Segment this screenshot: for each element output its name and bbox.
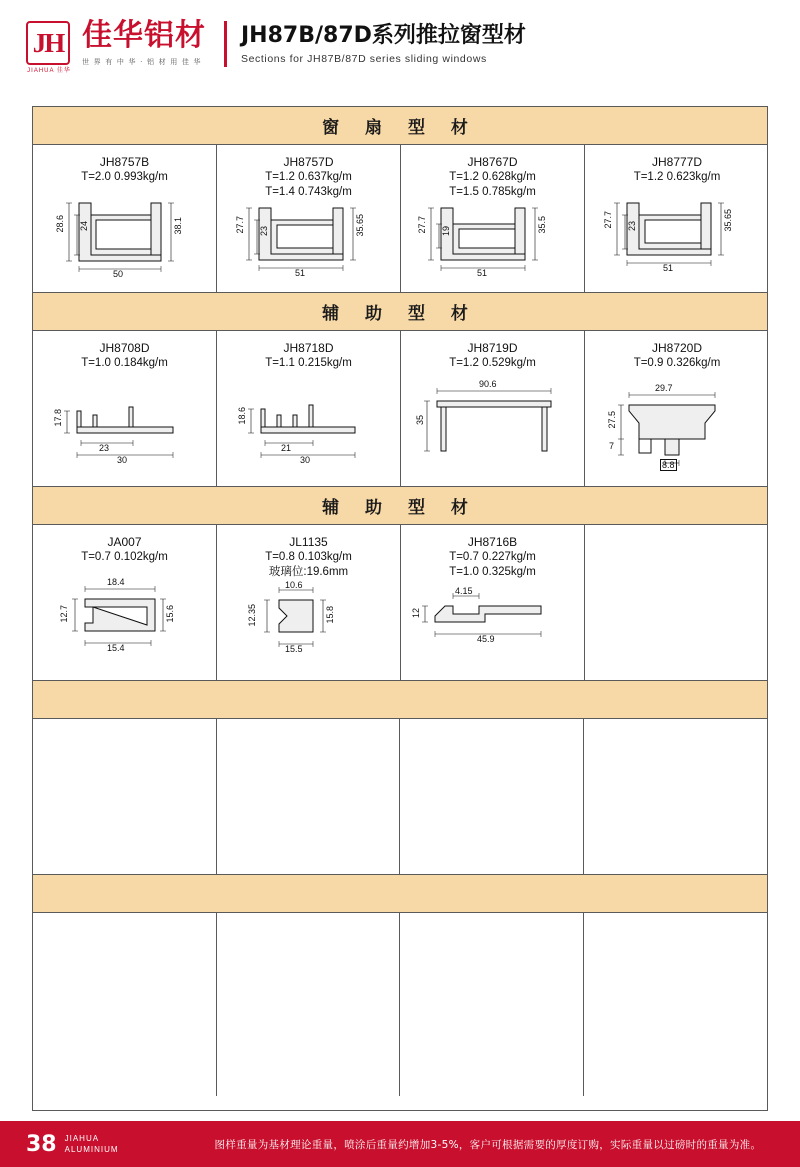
profile-spec-line: T=1.2 0.529kg/m [449, 357, 536, 369]
profile-spec-line: T=1.0 0.184kg/m [81, 357, 168, 369]
profile-cell-empty [217, 719, 401, 874]
dimension-label: 18.4 [107, 577, 125, 587]
profile-cell-empty [400, 719, 584, 874]
dimension-label: 35.65 [723, 209, 733, 232]
profile-cell-jh8757d [217, 145, 401, 292]
profile-name: JH8720D [651, 341, 703, 355]
table-row [33, 913, 767, 1096]
profile-name: JH8757D [283, 155, 334, 169]
dimension-label: 27.7 [603, 211, 613, 229]
profile-drawing [33, 371, 216, 479]
profile-cell-jh8767d [401, 145, 585, 292]
profile-name: JL1135 [289, 535, 328, 549]
dimension-label: 10.6 [285, 580, 303, 590]
profile-cell-empty [217, 913, 401, 1096]
profile-table [32, 106, 768, 1111]
profile-cell-jh8720d [585, 331, 769, 486]
profile-cell-empty [584, 913, 768, 1096]
dimension-label: 15.4 [107, 643, 125, 653]
profile-cell-ja007 [33, 525, 217, 680]
profile-spec-line: T=2.0 0.993kg/m [81, 171, 168, 183]
dimension-label: 51 [663, 263, 674, 273]
dimension-label: 27.7 [235, 216, 245, 234]
profile-spec-line: T=1.4 0.743kg/m [265, 186, 352, 198]
section-band-5 [33, 875, 767, 913]
profile-drawing [585, 185, 769, 277]
profile-name: JH8719D [467, 341, 518, 355]
page-footer [0, 1121, 800, 1167]
profile-cell-empty [400, 913, 584, 1096]
profile-cell-jh8716b [401, 525, 585, 680]
dimension-label: 17.8 [53, 409, 63, 427]
page-number: 38 [26, 1131, 57, 1157]
header-divider [224, 21, 227, 67]
profile-drawing [217, 200, 400, 276]
dimension-label: 30 [117, 455, 128, 465]
profile-name: JH8716B [467, 535, 518, 549]
table-row [33, 145, 767, 293]
profile-name: JH8767D [467, 155, 518, 169]
dimension-label: 38.1 [173, 217, 183, 235]
profile-cell-empty [584, 719, 768, 874]
profile-spec-line: T=1.2 0.637kg/m [265, 171, 352, 183]
profile-spec-line: T=0.7 0.227kg/m [449, 551, 536, 563]
dimension-label: 51 [477, 268, 488, 278]
dimension-label: 21 [281, 443, 292, 453]
brand-name-cn: 佳华铝材 [82, 18, 206, 53]
profile-drawing [401, 200, 584, 276]
dimension-label: 24 [79, 221, 89, 232]
dimension-label: 23 [99, 443, 110, 453]
profile-drawing [33, 565, 216, 673]
profile-cell-jh8719d [401, 331, 585, 486]
profile-name: JH8718D [283, 341, 334, 355]
footer-brand-line2: ALUMINIUM [64, 1145, 119, 1154]
brand-slogan: 世 界 有 中 华 · 铝 材 用 佳 华 [82, 58, 202, 66]
page-title: JH87B/87D系列推拉窗型材 [241, 22, 526, 48]
dimension-label: 30 [300, 455, 311, 465]
profile-cell-jh8777d [585, 145, 769, 292]
dimension-label: 18.6 [237, 407, 247, 425]
profile-cell-jl1135 [217, 525, 401, 680]
dimension-label: 12.35 [247, 604, 257, 627]
profile-cell-empty [33, 719, 217, 874]
dimension-label: 35.5 [537, 216, 547, 234]
profile-spec-line: 玻璃位:19.6mm [268, 566, 349, 578]
profile-cell-jh8757b [33, 145, 217, 292]
profile-name: JA007 [107, 535, 142, 549]
dimension-label: 35.65 [355, 214, 365, 237]
dimension-label: 15.8 [325, 606, 335, 624]
dimension-label: 23 [259, 226, 269, 237]
profile-spec-line: T=1.5 0.785kg/m [449, 186, 536, 198]
dimension-label: 15.5 [285, 644, 303, 654]
profile-name: JH8757B [99, 155, 150, 169]
profile-drawing [401, 580, 584, 672]
profile-cell-jh8718d [217, 331, 401, 486]
dimension-label: 27.5 [607, 411, 617, 429]
section-band-1: 窗 扇 型 材 [33, 107, 767, 145]
table-row [33, 719, 767, 875]
profile-drawing [217, 580, 400, 672]
logo-mark-text: JH [32, 27, 64, 58]
dimension-label: 45.9 [477, 634, 495, 644]
dimension-label: 4.15 [455, 586, 473, 596]
profile-spec-line: T=0.9 0.326kg/m [633, 357, 721, 369]
section-band-2: 辅 助 型 材 [33, 293, 767, 331]
profile-drawing [585, 371, 769, 479]
profile-cell-jh8708d [33, 331, 217, 486]
profile-drawing [217, 371, 400, 479]
company-logo [26, 18, 206, 74]
dimension-label: 35 [415, 415, 425, 426]
table-row [33, 331, 767, 487]
table-row [33, 525, 767, 681]
section-band-3: 辅 助 型 材 [33, 487, 767, 525]
page-subtitle: Sections for JH87B/87D series sliding windows [241, 53, 487, 66]
profile-drawing [401, 371, 584, 479]
profile-spec-line: T=0.7 0.102kg/m [81, 551, 168, 563]
dimension-label: 28.6 [55, 215, 65, 233]
dimension-label: 12.7 [59, 605, 69, 623]
page-header [0, 0, 800, 88]
jiahua-logo-icon [26, 21, 72, 74]
footer-brand-line1: JIAHUA [64, 1134, 100, 1143]
profile-spec-line: T=0.8 0.103kg/m [265, 551, 352, 563]
dimension-label: 90.6 [479, 379, 497, 389]
profile-cell-empty [585, 525, 767, 680]
dimension-label: 29.7 [655, 383, 673, 393]
dimension-label: 51 [295, 268, 306, 278]
dimension-label: 7 [609, 441, 615, 451]
profile-spec-line: T=1.1 0.215kg/m [265, 357, 352, 369]
footer-note: 图样重量为基材理论重量，喷涂后重量约增加3-5%，客户可根据需要的厚度订购，实际重量以过磅时的重量为准。 [214, 1138, 762, 1151]
section-band-4 [33, 681, 767, 719]
dimension-label: 27.7 [417, 216, 427, 234]
profile-name: JH8777D [651, 155, 703, 169]
footer-brand [65, 1133, 119, 1155]
dimension-label: 12 [411, 608, 421, 619]
dimension-label: 15.6 [165, 605, 175, 623]
dimension-label: 50 [113, 269, 124, 279]
profile-cell-empty [33, 913, 217, 1096]
profile-spec-line: T=1.2 0.628kg/m [449, 171, 536, 183]
dimension-label: 19 [441, 226, 451, 237]
logo-mark-subtext: JIAHUA 佳华 [27, 68, 71, 74]
profile-spec-line: T=1.0 0.325kg/m [449, 566, 536, 578]
dimension-label: 23 [627, 221, 637, 232]
dimension-label: 8.8 [662, 460, 675, 470]
profile-name: JH8708D [99, 341, 150, 355]
profile-spec-line: T=1.2 0.623kg/m [633, 171, 721, 183]
profile-drawing [33, 185, 216, 277]
